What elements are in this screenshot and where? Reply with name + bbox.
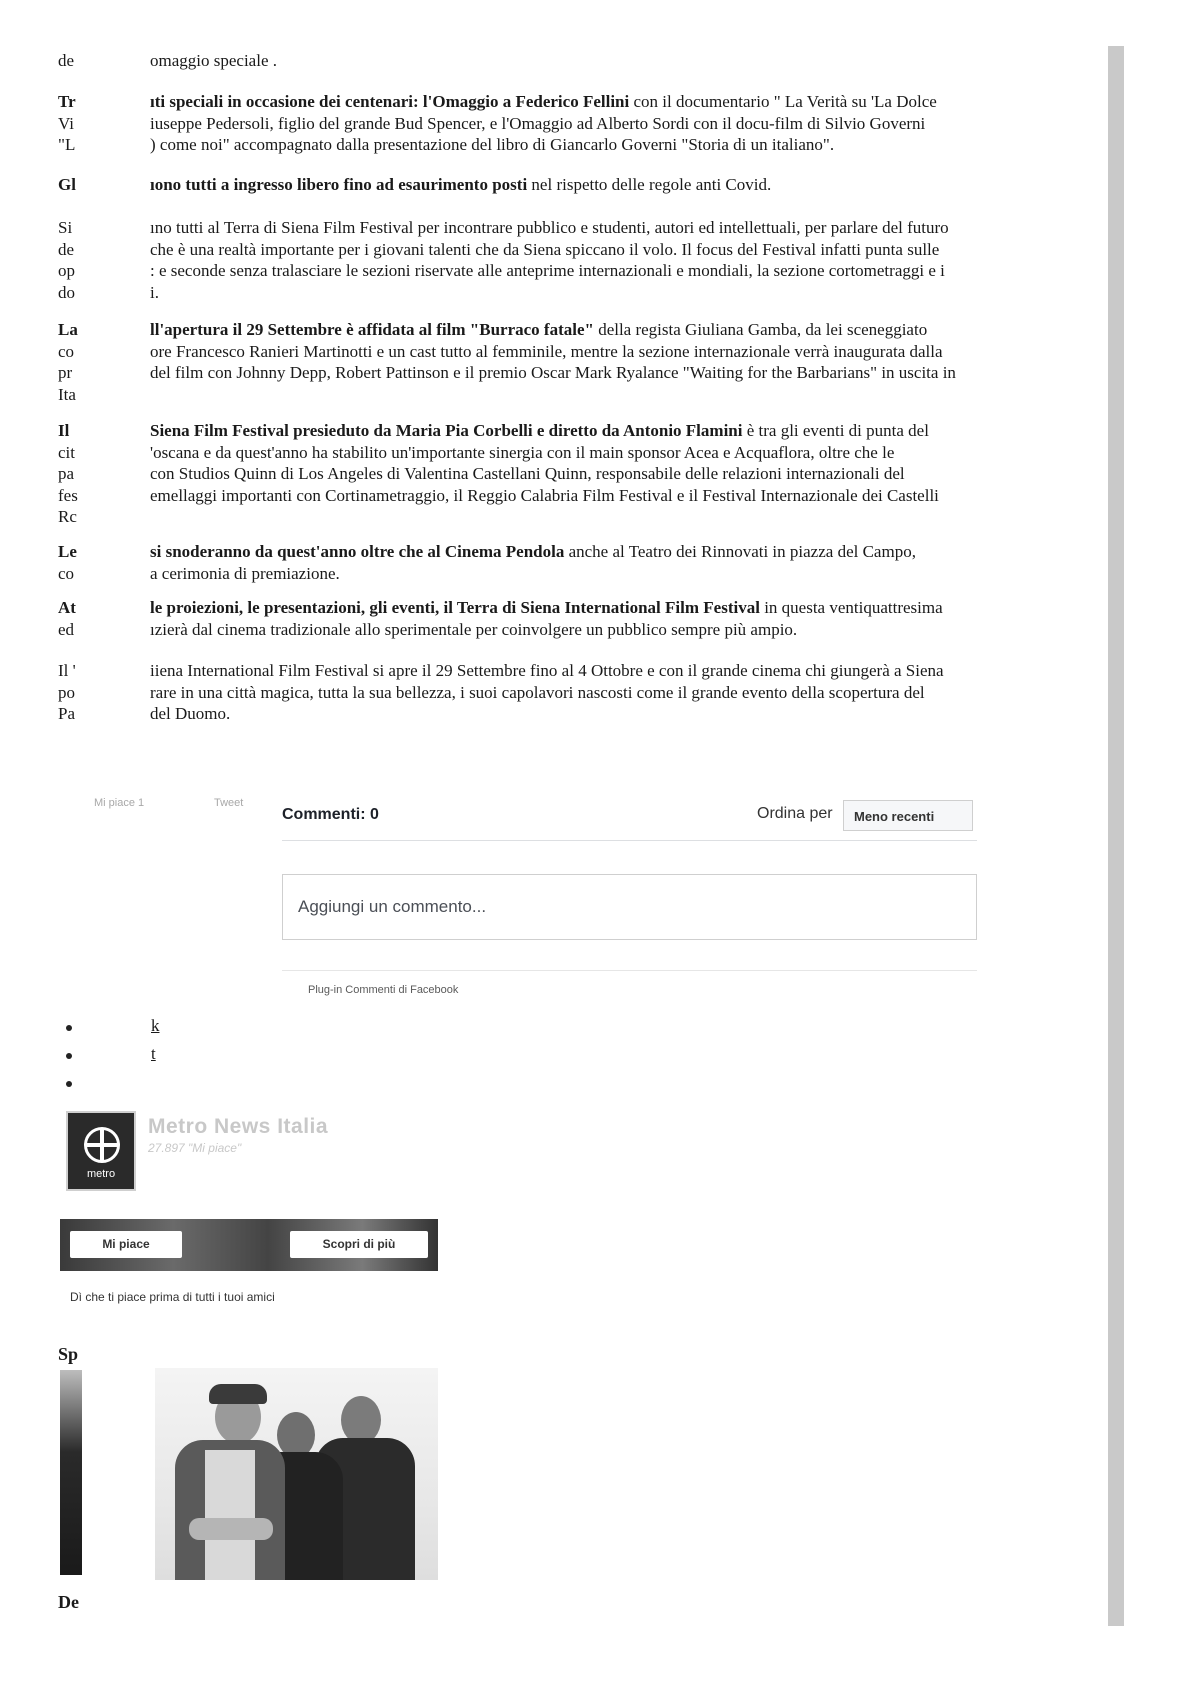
clipped-line-start: cit xyxy=(58,442,75,462)
clipped-line-start: op xyxy=(58,261,75,280)
text-line xyxy=(150,541,1105,563)
text-run: ıno tutti al Terra di Siena Film Festival per incontrare pubblico e studenti, autori ed intellettuali, per parlare del futuro xyxy=(150,218,949,237)
text-line xyxy=(150,174,1105,196)
text-line xyxy=(150,239,1105,261)
thumbnail-strip[interactable] xyxy=(60,1370,82,1575)
clipped-line-starts xyxy=(58,541,98,584)
text-line xyxy=(150,563,1105,585)
text-line xyxy=(150,362,1105,384)
clipped-line-start: co xyxy=(58,341,75,361)
clipped-line-start: At xyxy=(58,598,76,617)
like-page-button[interactable]: Mi piace xyxy=(70,1231,182,1258)
crossed-arms xyxy=(189,1518,273,1540)
clipped-line-starts xyxy=(58,50,98,72)
clipped-line-start: de xyxy=(58,51,75,70)
text-run: con Studios Quinn di Los Angeles di Valentina Castellani Quinn, responsabile delle relazioni internazionali del xyxy=(150,464,905,483)
comments-count: Commenti: 0 xyxy=(282,806,379,823)
text-line xyxy=(150,703,1105,725)
text-run: in questa ventiquattresima xyxy=(759,598,943,617)
clipped-line-start: "L xyxy=(58,135,76,154)
clipped-line-starts xyxy=(58,597,98,640)
text-run: a cerimonia di premiazione. xyxy=(150,563,340,583)
text-run: del film con Johnny Depp, Robert Pattinson e il premio Oscar Mark Ryalance "Waiting for the Barbarians" in uscita in xyxy=(150,363,956,382)
paragraph-text xyxy=(150,319,1105,405)
learn-more-button[interactable]: Scopri di più xyxy=(290,1231,428,1258)
clipped-line-starts xyxy=(58,91,98,156)
like-count[interactable]: Mi piace 1 xyxy=(94,797,145,809)
clipped-line-start: pr xyxy=(58,363,73,382)
cap-icon xyxy=(209,1384,267,1404)
clipped-line-start: Rc xyxy=(58,507,77,526)
clipped-line-starts xyxy=(58,660,98,725)
bold-run: si snoderanno da quest'anno oltre che al Cinema Pendola xyxy=(150,542,565,561)
paragraph-text xyxy=(150,541,1105,584)
text-run: con il documentario " La Verità su 'La Dolce xyxy=(629,92,937,111)
clipped-line-start: co xyxy=(58,563,75,583)
text-run: anche al Teatro dei Rinnovati in piazza del Campo, xyxy=(564,542,916,561)
clipped-line-start: pa xyxy=(58,464,75,483)
text-run: ızierà dal cinema tradizionale allo sperimentale per coinvolgere un pubblico sempre più ampio. xyxy=(150,619,798,639)
bullet-dot xyxy=(66,1025,72,1031)
text-line xyxy=(150,442,1105,464)
order-by-label: Ordina per xyxy=(757,805,833,822)
text-line xyxy=(150,134,1105,156)
bold-run: ll'apertura il 29 Settembre è affidata al film "Burraco fatale" xyxy=(150,320,594,339)
text-line xyxy=(150,506,1105,528)
text-line xyxy=(150,282,1105,304)
text-run: è tra gli eventi di punta del xyxy=(742,421,929,440)
text-line xyxy=(150,420,1105,442)
text-run: nel rispetto delle regole anti Covid. xyxy=(527,175,772,194)
clipped-line-start: po xyxy=(58,682,75,702)
paragraph-text xyxy=(150,174,1105,196)
text-line xyxy=(150,597,1105,619)
list-item-label[interactable]: t xyxy=(151,1044,156,1063)
clipped-line-starts xyxy=(58,319,98,405)
clipped-line-start: de xyxy=(58,239,75,259)
clipped-line-start: Gl xyxy=(58,175,76,194)
page-logo[interactable] xyxy=(66,1111,136,1191)
comments-divider xyxy=(282,840,977,841)
clipped-line-starts xyxy=(58,174,98,196)
text-line xyxy=(150,463,1105,485)
list-item[interactable] xyxy=(66,1046,186,1070)
shirt xyxy=(205,1450,255,1580)
paragraph-text xyxy=(150,660,1105,725)
clipped-line-start: ed xyxy=(58,619,75,639)
paragraph-text xyxy=(150,91,1105,156)
article-photo[interactable] xyxy=(155,1368,438,1580)
list-item-label[interactable]: k xyxy=(151,1016,160,1035)
text-line xyxy=(150,341,1105,363)
text-run: ) come noi" accompagnato dalla presentazione del libro di Giancarlo Governi "Storia di un italiano". xyxy=(150,135,835,154)
list-item[interactable] xyxy=(66,1074,186,1098)
bullet-dot xyxy=(66,1053,72,1059)
text-run: che è una realtà importante per i giovani talenti che da Siena spiccano il volo. Il focus del Festival infatti punta sulle xyxy=(150,239,940,259)
globe-icon xyxy=(84,1127,120,1163)
clipped-line-start: Le xyxy=(58,542,77,561)
text-run: ore Francesco Ranieri Martinotti e un cast tutto al femminile, mentre la sezione internazionale verrà inaugurata dalla xyxy=(150,341,943,361)
text-run: omaggio speciale . xyxy=(150,51,277,70)
cover-image xyxy=(60,1219,438,1271)
text-line xyxy=(150,113,1105,135)
text-run: iiena International Film Festival si apre il 29 Settembre fino al 4 Ottobre e con il grande cinema chi giungerà a Siena xyxy=(150,661,944,680)
clipped-line-start: Vi xyxy=(58,113,74,133)
text-line xyxy=(150,682,1105,704)
clipped-line-start: do xyxy=(58,282,75,302)
text-run: rare in una città magica, tutta la sua bellezza, i suoi capolavori nascosti come il grande evento della scopertura del xyxy=(150,682,925,702)
text-line xyxy=(150,260,1105,282)
tweet-button[interactable]: Tweet xyxy=(214,797,244,809)
text-line xyxy=(150,660,1105,682)
paragraph-text xyxy=(150,597,1105,640)
comments-divider-bottom xyxy=(282,970,977,971)
paragraph-text xyxy=(150,50,1105,72)
person-head xyxy=(341,1396,381,1444)
clipped-line-start: fes xyxy=(58,485,78,505)
text-run: 'oscana e da quest'anno ha stabilito un'importante sinergia con il main sponsor Acea e Acquaflora, oltre che le xyxy=(150,442,895,462)
text-run: iuseppe Pedersoli, figlio del grande Bud Spencer, e l'Omaggio ad Alberto Sordi con il docu-film di Silvio Governi xyxy=(150,113,926,133)
clipped-line-start: Il ' xyxy=(58,661,76,680)
text-run: del Duomo. xyxy=(150,704,231,723)
scrollbar[interactable] xyxy=(1108,46,1124,1626)
plugin-credit[interactable]: Plug-in Commenti di Facebook xyxy=(308,984,459,996)
comment-input[interactable]: Aggiungi un commento... xyxy=(282,874,977,940)
clipped-line-start: Ita xyxy=(58,384,76,404)
text-run: i. xyxy=(150,282,159,302)
text-line xyxy=(150,319,1105,341)
clipped-line-start: La xyxy=(58,320,78,339)
clipped-line-starts xyxy=(58,217,98,303)
logo-text: metro xyxy=(86,1168,116,1180)
text-line xyxy=(150,619,1105,641)
bold-run: le proiezioni, le presentazioni, gli eventi, il Terra di Siena International Film Festival xyxy=(150,598,760,617)
text-line xyxy=(150,91,1105,113)
text-run: della regista Giuliana Gamba, da lei sceneggiato xyxy=(593,320,928,339)
page-name[interactable]: Metro News Italia xyxy=(148,1115,329,1138)
text-line xyxy=(150,485,1105,507)
text-run: emellaggi importanti con Cortinametraggio, il Reggio Calabria Film Festival e il Festival Internazionale dei Castelli xyxy=(150,485,939,505)
page-likes: 27.897 "Mi piace" xyxy=(148,1141,242,1155)
bold-run: ıti speciali in occasione dei centenari: l'Omaggio a Federico Fellini xyxy=(150,92,630,111)
text-line xyxy=(150,217,1105,239)
sidebar-fragment-sp: Sp xyxy=(58,1344,79,1364)
like-note: Dì che ti piace prima di tutti i tuoi amici xyxy=(70,1290,275,1304)
clipped-line-start: Si xyxy=(58,218,73,237)
bold-run: ıono tutti a ingresso libero fino ad esaurimento posti xyxy=(150,175,528,194)
paragraph-text xyxy=(150,420,1105,528)
text-run: : e seconde senza tralasciare le sezioni riservate alle anteprime internazionali e mondiali, la sezione cortometraggi e i xyxy=(150,261,945,280)
clipped-line-starts xyxy=(58,420,98,528)
bullet-dot xyxy=(66,1081,72,1087)
paragraph-text xyxy=(150,217,1105,303)
clipped-line-start: Tr xyxy=(58,92,76,111)
bold-run: Siena Film Festival presieduto da Maria Pia Corbelli e diretto da Antonio Flamini xyxy=(150,421,743,440)
clipped-line-start: Il xyxy=(58,421,70,440)
text-line xyxy=(150,50,1105,72)
clipped-line-start: Pa xyxy=(58,704,75,723)
sidebar-fragment-de: De xyxy=(58,1592,79,1612)
order-select[interactable]: Meno recenti xyxy=(843,800,973,831)
list-item[interactable] xyxy=(66,1018,186,1042)
text-line xyxy=(150,384,1105,406)
